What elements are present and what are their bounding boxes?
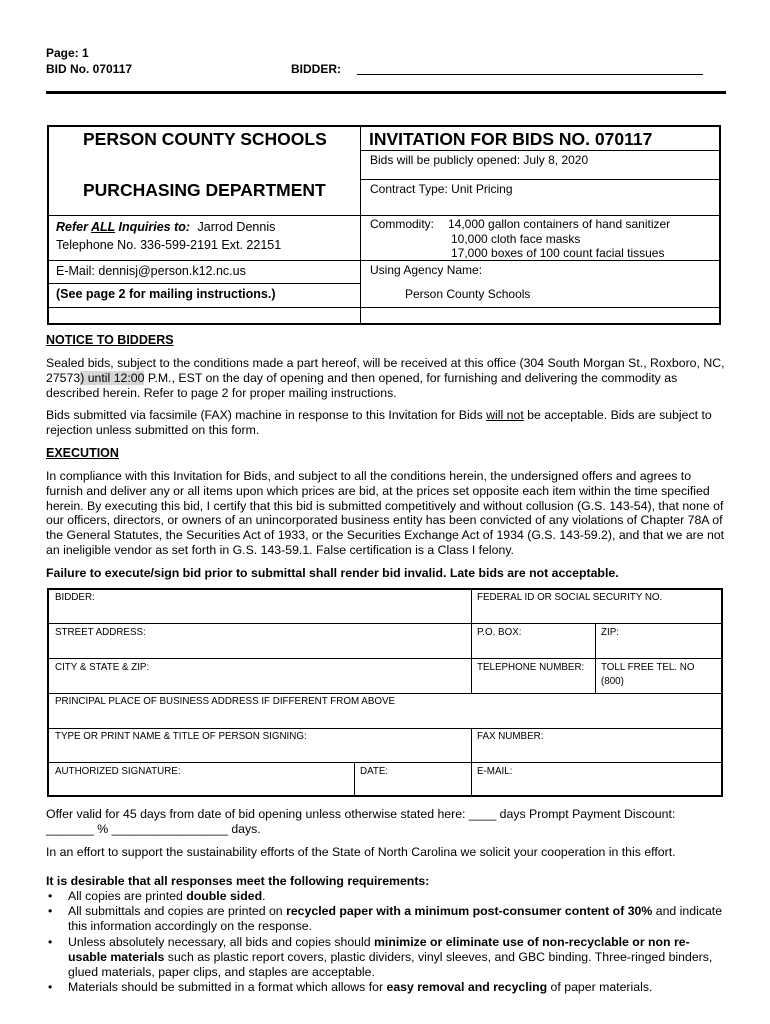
signer-name-field[interactable]: TYPE OR PRINT NAME & TITLE OF PERSON SIGNING: bbox=[55, 731, 307, 742]
req-emphasis: easy removal and recycling bbox=[386, 980, 548, 995]
header-rule bbox=[360, 179, 721, 180]
req-emphasis: double sided bbox=[186, 889, 263, 903]
notice-highlight: ) until 12:00 bbox=[80, 371, 145, 385]
notice-text: P.M., EST on the day of opening and then opened, for furnishing and delivering the commodity as described herein. Refer to page 2 for proper mailing instructions. bbox=[46, 371, 678, 400]
req-text: Unless absolutely necessary, all bids and copies should bbox=[68, 934, 374, 949]
req-text: All submittals and copies are printed on bbox=[68, 904, 287, 919]
inquiries-line bbox=[56, 220, 275, 234]
header-rule bbox=[49, 307, 721, 308]
header-rule bbox=[49, 215, 721, 216]
form-divider bbox=[354, 762, 355, 795]
contract-type: Contract Type: Unit Pricing bbox=[370, 182, 513, 196]
street-address-field[interactable]: STREET ADDRESS: bbox=[55, 627, 146, 638]
fax-text: be acceptable. Bids are subject to rejection unless submitted on this form. bbox=[46, 408, 712, 437]
header-rule bbox=[49, 260, 721, 261]
req-emphasis: minimize or eliminate use of non-recyclable or non re-usable materials bbox=[68, 934, 690, 964]
contact-telephone: Telephone No. 336-599-2191 Ext. 22151 bbox=[56, 238, 282, 252]
fax-number-field[interactable]: FAX NUMBER: bbox=[477, 731, 544, 742]
bidder-signature-line[interactable] bbox=[357, 74, 703, 75]
header-rule bbox=[46, 91, 726, 94]
offer-line: Offer valid for 45 days from date of bid opening unless otherwise stated here: ____ days Prompt Payment Discount: bbox=[46, 807, 676, 821]
toll-free-prefix: (800) bbox=[601, 676, 624, 687]
telephone-field[interactable]: TELEPHONE NUMBER: bbox=[477, 662, 585, 673]
bidder-form bbox=[47, 588, 723, 797]
requirements-list bbox=[46, 889, 726, 995]
discount-line: _______ % _________________ days. bbox=[46, 822, 261, 836]
form-rule bbox=[49, 762, 721, 763]
city-state-zip-field[interactable]: CITY & STATE & ZIP: bbox=[55, 662, 150, 673]
inquiries-suffix: Inquiries to: bbox=[115, 220, 191, 234]
execution-heading: EXECUTION bbox=[46, 446, 119, 460]
date-field[interactable]: DATE: bbox=[360, 766, 389, 777]
header-box bbox=[47, 125, 721, 325]
dept-name: PURCHASING DEPARTMENT bbox=[83, 180, 326, 200]
inquiries-all: ALL bbox=[90, 220, 116, 234]
fax-text: Bids submitted via facsimile (FAX) machine in response to this Invitation for Bids bbox=[46, 408, 487, 422]
req-text: and indicate this information accordingly on the response. bbox=[68, 904, 723, 934]
zip-field[interactable]: ZIP: bbox=[601, 627, 619, 638]
bullet-icon: • bbox=[48, 904, 53, 919]
notice-heading: NOTICE TO BIDDERS bbox=[46, 333, 174, 347]
commodity-label: Commodity: bbox=[370, 217, 435, 231]
bullet-icon: • bbox=[48, 980, 53, 995]
req-text: of paper materials. bbox=[547, 980, 653, 995]
header-rule bbox=[49, 283, 360, 284]
commodity-item: 14,000 gallon containers of hand sanitizer bbox=[448, 217, 671, 231]
header-rule bbox=[360, 150, 721, 151]
commodity-item: 10,000 cloth face masks bbox=[451, 232, 581, 246]
execution-paragraph: In compliance with this Invitation for Bids, and subject to all the conditions herein, the undersigned offers and agrees to furnish and deliver any or all items upon which prices are bid, at the prices set opposite each item within the time specified herein. By executing this bid, I certify that this bid is submitted competitively and without collusion (G.S. 143-54), that none of our officers, directors, or owners of an unincorporated business entity has been convicted of any violations of Chapter 78A of the General Statutes, the Securities Act of 1933, or the Securities Exchange Act of 1934 (G.S. 143-59.2), and that we are not an ineligible vendor as set forth in G.S. 143-59.1. False certification is a Class I felony. bbox=[46, 469, 725, 557]
mailing-note: (See page 2 for mailing instructions.) bbox=[56, 287, 276, 301]
req-text: All copies are printed bbox=[68, 889, 187, 903]
req-text: . bbox=[262, 889, 266, 903]
req-text: such as plastic report covers, plastic dividers, vinyl sleeves, and GBC binding. Three-ringed binders, glued materials, paper clips, and staples are acceptable. bbox=[68, 949, 713, 980]
req-emphasis: recycled paper with a minimum post-consumer content of 30% bbox=[286, 904, 653, 919]
agency-label: Using Agency Name: bbox=[370, 263, 483, 277]
form-rule bbox=[49, 658, 721, 659]
bidder-field[interactable]: BIDDER: bbox=[55, 592, 95, 603]
list-item bbox=[46, 889, 726, 904]
po-box-field[interactable]: P.O. BOX: bbox=[477, 627, 522, 638]
list-item bbox=[46, 904, 726, 934]
inquiries-name: Jarrod Dennis bbox=[197, 220, 276, 234]
list-item bbox=[46, 980, 726, 995]
org-name: PERSON COUNTY SCHOOLS bbox=[83, 129, 327, 149]
authorized-signature-field[interactable]: AUTHORIZED SIGNATURE: bbox=[55, 766, 181, 777]
form-rule bbox=[49, 623, 721, 624]
fax-will-not: will not bbox=[486, 408, 524, 422]
commodity-item: 17,000 boxes of 100 count facial tissues bbox=[451, 246, 665, 260]
bidder-label: BIDDER: bbox=[291, 62, 341, 76]
form-divider bbox=[595, 623, 596, 693]
header-divider bbox=[360, 127, 361, 323]
toll-free-field[interactable]: TOLL FREE TEL. NO bbox=[601, 662, 695, 673]
page-number: Page: 1 bbox=[46, 46, 89, 60]
invitation-title: INVITATION FOR BIDS NO. 070117 bbox=[369, 129, 653, 149]
federal-id-field[interactable]: FEDERAL ID OR SOCIAL SECURITY NO. bbox=[477, 592, 663, 603]
requirements-heading: It is desirable that all responses meet the following requirements: bbox=[46, 874, 430, 888]
email-field[interactable]: E-MAIL: bbox=[477, 766, 513, 777]
bid-number: BID No. 070117 bbox=[46, 62, 133, 76]
list-item bbox=[46, 935, 726, 981]
principal-address-field[interactable]: PRINCIPAL PLACE OF BUSINESS ADDRESS IF DIFFERENT FROM ABOVE bbox=[55, 696, 396, 707]
req-text: Materials should be submitted in a format which allows for bbox=[68, 980, 387, 995]
bullet-icon: • bbox=[48, 889, 53, 903]
fax-paragraph bbox=[46, 408, 726, 438]
form-divider bbox=[471, 590, 472, 693]
notice-paragraph bbox=[46, 356, 726, 401]
form-rule bbox=[49, 693, 721, 694]
sustainability-note: In an effort to support the sustainability efforts of the State of North Carolina we solicit your cooperation in this effort. bbox=[46, 845, 676, 859]
execution-warning: Failure to execute/sign bid prior to submittal shall render bid invalid. Late bids are not acceptable. bbox=[46, 566, 619, 580]
bullet-icon: • bbox=[48, 934, 53, 949]
notice-text: Sealed bids, subject to the conditions made a part hereof, will be received at this office (304 South Morgan St., Roxboro, NC, 27573 bbox=[46, 356, 725, 385]
agency-name: Person County Schools bbox=[405, 287, 531, 301]
form-rule bbox=[49, 728, 721, 729]
form-divider bbox=[471, 728, 472, 795]
opening-date: Bids will be publicly opened: July 8, 2020 bbox=[370, 153, 589, 167]
contact-email[interactable]: E-Mail: dennisj@person.k12.nc.us bbox=[56, 264, 246, 278]
inquiries-prefix: Refer bbox=[56, 220, 91, 234]
